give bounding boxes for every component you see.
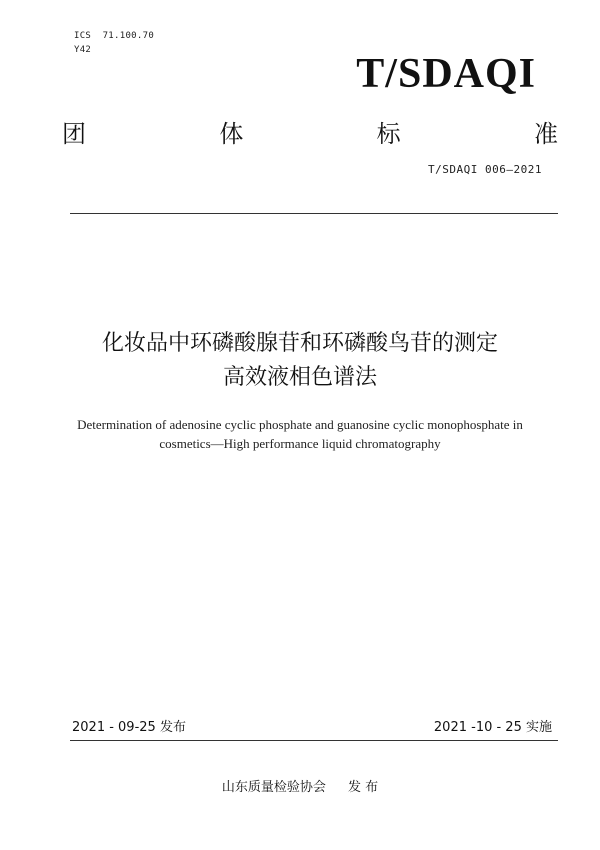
bottom-divider [70,740,558,741]
doc-type-char: 准 [533,120,558,148]
english-title [0,415,600,453]
implementation-date: 2021 -10 - 25 实施 [433,720,552,735]
ics-code: ICS 71.100.70 [74,31,155,41]
issuer-name: 山东质量检验协会 [221,780,326,795]
doc-type-char: 标 [376,120,401,148]
english-title-line-2: cosmetics—High performance liquid chromatography [159,436,441,451]
doc-type-char: 体 [219,120,244,148]
document-type-heading [62,114,558,149]
english-title-line-1: Determination of adenosine cyclic phosphate and guanosine cyclic monophosphate in [77,417,523,432]
issuer-line [0,776,600,795]
top-divider [70,213,558,214]
chinese-title-line-2: 高效液相色谱法 [222,365,377,390]
classification-codes [74,29,154,57]
doc-type-char: 团 [62,120,86,148]
ccs-code: Y42 [74,45,92,55]
chinese-title-line-1: 化妆品中环磷酸腺苷和环磷酸鸟苷的测定 [101,331,498,356]
standard-number: T/SDAQI 006—2021 [428,163,542,176]
issue-label: 发 布 [347,780,379,795]
chinese-title [0,327,600,395]
publish-date: 2021 - 09-25 发布 [72,720,186,735]
organization-logo-text: T/SDAQI [356,51,536,97]
